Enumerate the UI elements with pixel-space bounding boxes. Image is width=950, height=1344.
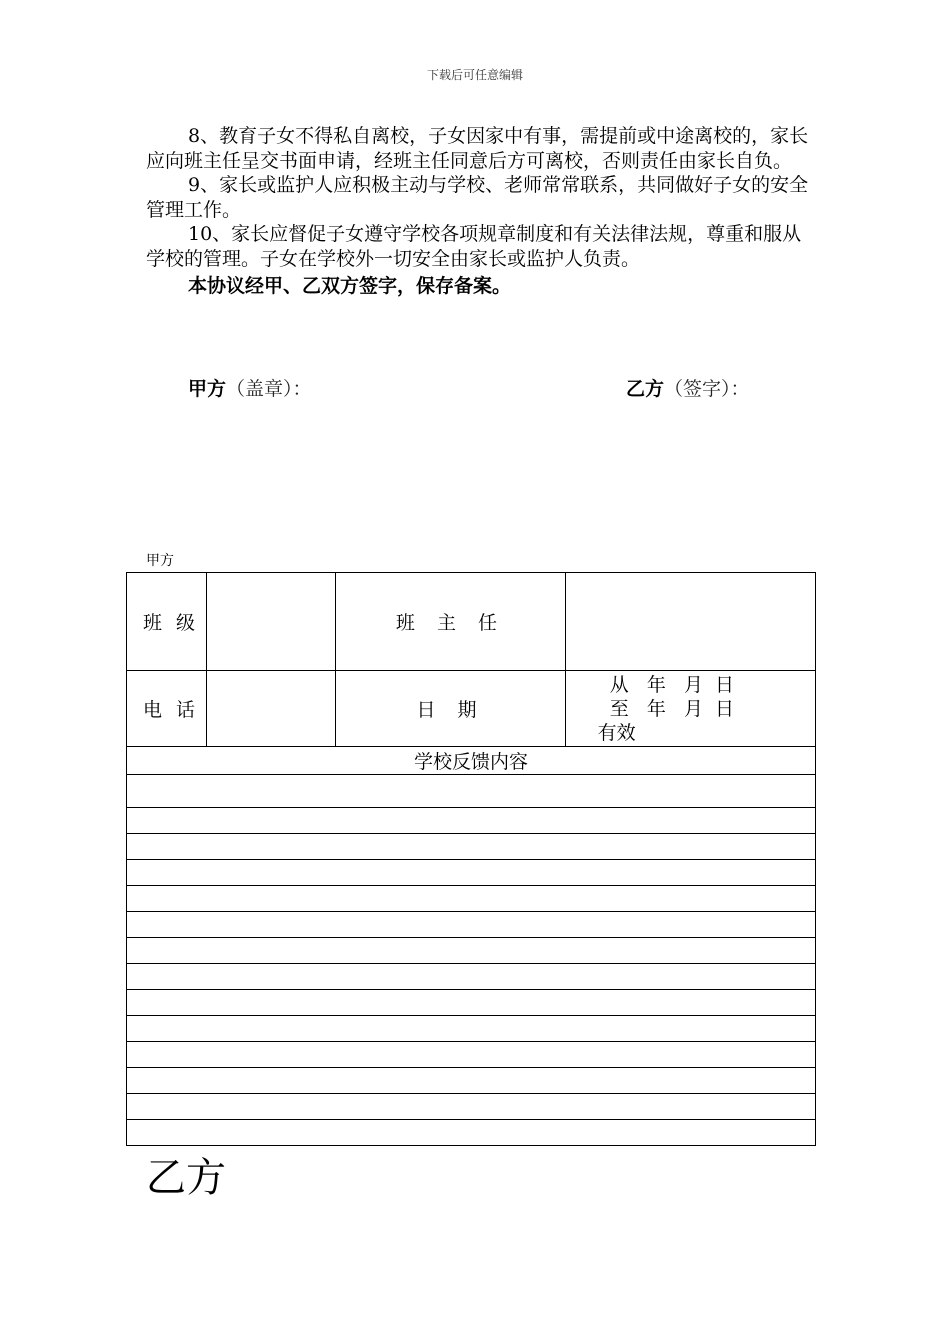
feedback-line-4[interactable]: [127, 860, 816, 886]
clause-10: 10、家长应督促子女遵守学校各项规章制度和有关法律法规，尊重和服从学校的管理。子女在学校外一切安全由家长或监护人负责。: [146, 223, 802, 270]
agreement-statement: 本协议经甲、乙双方签字，保存备案。: [188, 275, 512, 297]
feedback-form-table: [126, 572, 816, 1146]
party-b-signature: 乙方（签字）：: [626, 378, 750, 400]
head-teacher-label: 班 主 任: [336, 573, 565, 671]
feedback-title: 学校反馈内容: [127, 747, 816, 775]
clause-8: 8、教育子女不得私自离校，子女因家中有事，需提前或中途离校的，家长应向班主任呈交书面申请，经班主任同意后方可离校，否则责任由家长自负。: [146, 125, 809, 172]
feedback-line-5[interactable]: [127, 886, 816, 912]
feedback-line-7[interactable]: [127, 938, 816, 964]
class-label: 班 级: [127, 573, 207, 671]
phone-value-cell[interactable]: [207, 671, 336, 747]
feedback-line-11[interactable]: [127, 1042, 816, 1068]
feedback-line-14[interactable]: [127, 1120, 816, 1146]
clause-9: 9、家长或监护人应积极主动与学校、老师常常联系，共同做好子女的安全管理工作。: [146, 174, 809, 221]
date-to-line: 至 年 月 日: [597, 697, 735, 720]
form-row-phone: [127, 671, 816, 747]
date-from-line: 从 年 月 日: [597, 673, 735, 696]
party-b-large-label: 乙方: [146, 1155, 226, 1201]
head-teacher-value-cell[interactable]: [565, 573, 815, 671]
date-label: 日 期: [336, 671, 565, 747]
feedback-line-2[interactable]: [127, 808, 816, 834]
feedback-title-row: [127, 747, 816, 775]
date-range-cell[interactable]: [565, 671, 815, 747]
feedback-line-13[interactable]: [127, 1094, 816, 1120]
party-a-signature: 甲方（盖章）：: [188, 378, 312, 400]
date-valid-line: 有效: [597, 721, 636, 744]
phone-label: 电 话: [127, 671, 207, 747]
feedback-line-3[interactable]: [127, 834, 816, 860]
page-header-note: 下载后可任意编辑: [426, 68, 523, 82]
party-a-small-label: 甲方: [146, 553, 174, 569]
feedback-line-1[interactable]: [127, 775, 816, 808]
feedback-line-9[interactable]: [127, 990, 816, 1016]
feedback-line-12[interactable]: [127, 1068, 816, 1094]
form-row-class: [127, 573, 816, 671]
class-value-cell[interactable]: [207, 573, 336, 671]
agreement-clauses: [146, 124, 816, 299]
feedback-line-10[interactable]: [127, 1016, 816, 1042]
feedback-line-6[interactable]: [127, 912, 816, 938]
feedback-line-8[interactable]: [127, 964, 816, 990]
